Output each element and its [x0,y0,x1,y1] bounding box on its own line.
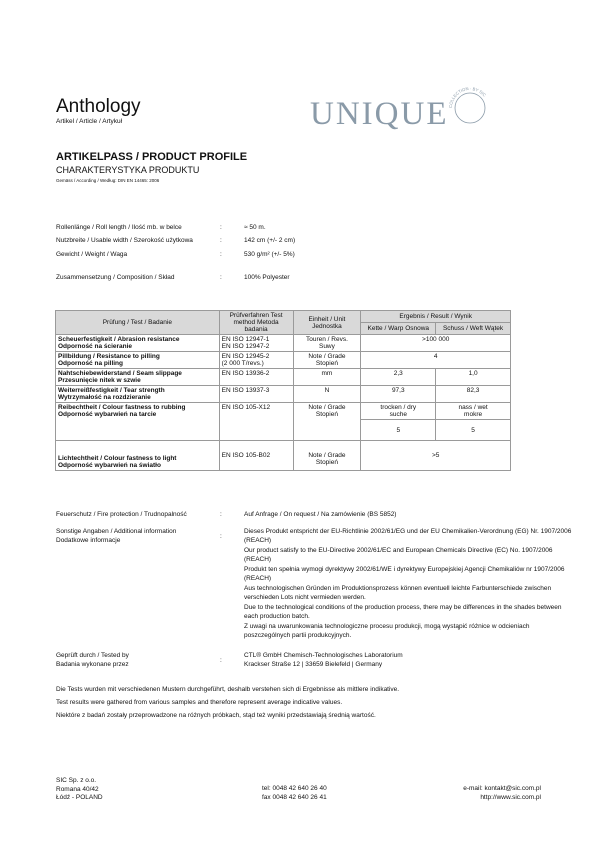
footer-contact [463,785,541,802]
test-name-pl: Odporność wybarwień na tarcie [58,411,157,418]
test-name: Nahtschiebewiderstand / Seam slippage [58,370,182,377]
note-pl: Niektóre z badań zostały przeprowadzone na różnych próbkach, stąd też wyniki przedstawiają średnią wartość. [56,712,376,719]
lab-address: Krackser Straße 12 | 33659 Bielefeld | Germany [244,660,383,668]
col-header-method: Prüfverfahren Test method Metoda badania [219,311,293,335]
warp-cell: 97,3 [361,386,436,403]
unit-cell: Touren / Revs. Suwy [293,335,361,352]
footer-company: SIC Sp. z o.o. [56,777,97,784]
unit-cell: Note / Grade Stopień [293,441,361,471]
tested-by-value [244,652,574,669]
note-de: Die Tests wurden mit verschiedenen Mustern durchgeführt, deshalb verstehen sich di Ergebnisse als mittlere indikative. [56,686,400,693]
spec-label: Rollenlänge / Roll length / Ilość mb. w belce [56,224,182,231]
table-header-row [56,311,511,323]
test-name: Weiterreißfestigkeit / Tear strength [58,387,165,394]
method-cell: EN ISO 13936-2 [219,369,293,386]
footer-street: Romana 40/42 [56,785,99,793]
table-row [56,386,511,403]
info-paragraph: Dieses Produkt entspricht der EU-Richtlinie 2002/61/EG und der EU Chemikalien-Verordnung (EG) Nr. 1907/2006 (REACH) [244,528,572,544]
profile-standard: Gemäss / According / Według: DIN EN 14465: 2006 [56,178,160,183]
test-name-pl: Odporność na pilling [58,360,123,367]
result-cell: 4 [361,352,511,369]
weft-cell: 82,3 [436,386,511,403]
profile-heading-pl: CHARAKTERYSTYKA PRODUKTU [56,165,200,175]
logo-ring [455,93,485,123]
footer-email[interactable]: e-mail: kontakt@sic.com.pl [463,785,541,792]
footer-phones [262,785,327,802]
table-row [56,335,511,352]
test-name-cell [56,369,220,386]
spec-label: Nutzbreite / Usable width / Szerokość użytkowa [56,237,193,244]
test-name-cell [56,386,220,403]
profile-heading: ARTIKELPASS / PRODUCT PROFILE [56,151,248,163]
test-name: Scheuerfestigkeit / Abrasion resistance [58,336,180,343]
col-header-test: Prüfung / Test / Badanie [56,311,220,335]
method-cell: EN ISO 13937-3 [219,386,293,403]
spec-value: 100% Polyester [244,274,290,281]
spec-sep: : [220,224,222,231]
result-cell: >5 [361,441,511,471]
unit-cell: mm [293,369,361,386]
tested-by-label: Geprüft durch / Tested by Badania wykonane przez [56,652,129,668]
info-paragraph: Produkt ten spełnia wymogi dyrektywy 2002/61/WE i dyrektywy Europejskiej Agencji Chemikaliów nr 1907/2006 (REACH) [244,566,565,582]
note-en: Test results were gathered from various samples and therefore represent average indicative values. [56,699,343,706]
weft-cell: 5 [436,420,511,441]
spec-value: ≈ 50 m. [244,224,266,231]
test-name-cell [56,441,220,471]
additional-info-text [244,528,574,640]
table-row [56,403,511,420]
info-paragraph: Due to the technological conditions of the production process, there may be differences in the shades between each production batch. [244,604,562,620]
test-name-pl: Przesunięcie nitek w szwie [58,377,141,384]
footer-city: Łódź - POLAND [56,794,103,801]
method-cell: EN ISO 105-B02 [219,441,293,471]
test-name-pl: Wytrzymałość na rozdzieranie [58,394,151,401]
spec-sep: : [220,274,222,281]
logo-wordmark: UNIQUE [310,96,449,132]
info-paragraph: Aus technologischen Gründen im Produktionsprozess können eventuell leichte Farbunterschiede zwischen verschieden Lots nicht vermieden werden. [244,585,552,601]
test-name-pl: Odporność wybarwień na światło [58,462,161,469]
spec-label: Gewicht / Weight / Waga [56,251,128,258]
result-cell: >100 000 [361,335,511,352]
test-name-pl: Odporność na ścieranie [58,343,133,350]
warp-cell: 5 [361,420,436,441]
method-cell: EN ISO 105-X12 [219,403,293,441]
spec-sep: : [220,237,222,244]
article-subtitle: Artikel / Article / Artykuł [56,118,123,125]
col-header-warp: Kette / Warp Osnowa [361,323,436,335]
article-title: Anthology [56,96,141,117]
col-header-unit: Einheit / Unit Jednostka [293,311,361,335]
unit-cell: Note / Grade Stopień [293,352,361,369]
test-name-cell [56,335,220,352]
footer-address [56,777,103,803]
weft-cell: nass / wet mokre [436,403,511,420]
fire-value: Auf Anfrage / On request / Na zamówienie (BS 5852) [244,511,397,518]
footer-tel: tel: 0048 42 640 26 40 [262,785,327,792]
tested-by-sep: : [220,657,222,664]
weft-cell: 1,0 [436,369,511,386]
additional-info-label: Sonstige Angaben / Additional information Dodatkowe informacje [56,528,177,544]
spec-value: 142 cm (+/- 2 cm) [244,237,296,244]
test-name: Pillbildung / Resistance to pilling [58,353,160,360]
test-results-table [55,310,511,471]
spec-value: 530 g/m² (+/- 5%) [244,251,295,258]
table-row [56,352,511,369]
fire-sep: : [220,511,222,518]
method-cell: EN ISO 12947-1 EN ISO 12947-2 [219,335,293,352]
spec-sep: : [220,251,222,258]
fire-label: Feuerschutz / Fire protection / Trudnopalność [56,511,187,518]
lab-name: CTL® GmbH Chemisch-Technologisches Laboratorium [244,652,403,659]
warp-cell: 2,3 [361,369,436,386]
info-paragraph: Z uwagi na uwarunkowania technologiczne procesu produkcji, mogą wystąpić różnice w odcieniach poszczególnych partii produkcyjnych. [244,623,530,639]
test-name: Lichtechtheit / Colour fastness to light [58,455,177,462]
unique-logo [308,84,490,136]
col-header-weft: Schuss / Weft Wątek [436,323,511,335]
test-name-cell [56,352,220,369]
footer-fax: fax 0048 42 640 26 41 [262,793,327,801]
additional-info-sep: : [220,533,222,540]
unit-cell: N [293,386,361,403]
col-header-result: Ergebnis / Result / Wynik [361,311,511,323]
test-name-cell [56,403,220,441]
spec-label: Zusammensetzung / Composition / Skład [56,274,175,281]
unit-cell: Note / Grade Stopień [293,403,361,441]
table-row [56,441,511,471]
footer-web[interactable]: http://www.sic.com.pl [480,793,541,801]
method-cell: EN ISO 12945-2 (2 000 T/revs.) [219,352,293,369]
warp-cell: trocken / dry suche [361,403,436,420]
test-name: Reibechtheit / Colour fastness to rubbing [58,404,186,411]
table-row [56,369,511,386]
logo-ring-text: COLLECTION · BY SIC [447,85,488,109]
info-paragraph: Our product satisfy to the EU-Directive 2002/61/EC and European Chemicals Directive (EC) No. 1907/2006 (REACH) [244,547,553,563]
